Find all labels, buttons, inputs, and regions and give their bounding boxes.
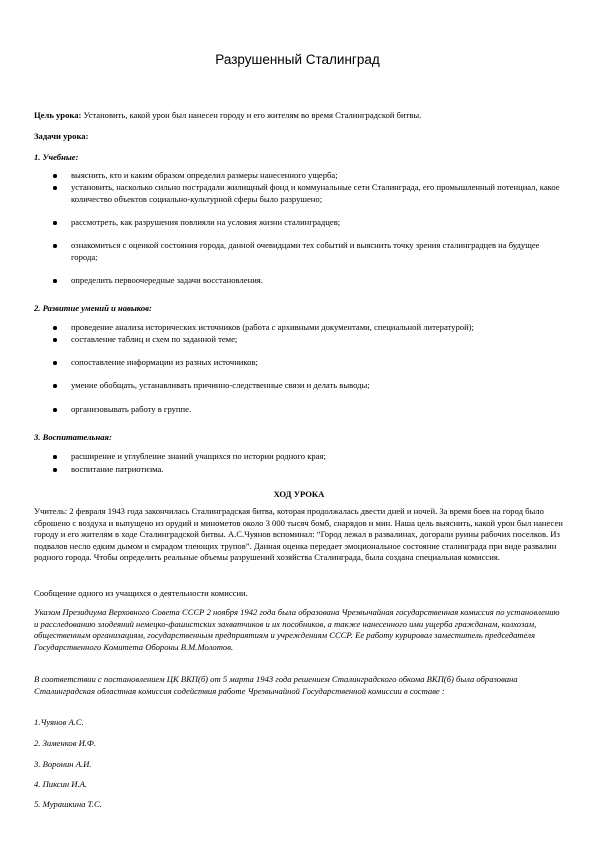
tasks-label: Задачи урока: [34, 131, 89, 141]
bullet-icon [53, 361, 57, 365]
goal-label: Цель урока: [34, 110, 82, 120]
upbringing-list [34, 451, 564, 477]
bullet-icon [53, 455, 57, 459]
list-item: определить первоочередные задачи восстановления. [34, 275, 564, 287]
list-item: установить, насколько сильно пострадали жилищный фонд и коммунальные сети Сталинграда, его промышленный потенциал, какое количество объектов социально-культурной сферы было разрушено; [34, 182, 564, 205]
list-item: расширение и углубление знаний учащихся по истории родного края; [34, 451, 564, 463]
list-item: сопоставление информации из разных источников; [34, 357, 564, 369]
lesson-goal [34, 110, 564, 122]
lesson-course-heading: ХОД УРОКА [273, 489, 325, 499]
educational-list [34, 170, 564, 290]
teacher-paragraph: Учитель: 2 февраля 1943 года закончилась Сталинградская битва, которая продолжалась двести дней и ночей. За время боев на город было сброшено с воздуха и выпущено из орудий и минометов около 3 000 тысяч бомб, снарядов и мин. Наша цель выяснить, какой урон был нанесен городу и его жителям в ходе Сталинградской битвы. А.С.Чуянов вспоминал: “Город лежал в развалинах, догорали руины рабочих поселков. Из подвалов несло едким дымом и смрадом тлеющих трупов”. Данная оценка передает эмоциональное состояние сталинграда при виде развалин родного города. Чтобы определить реальные объемы разрушений хозяйства Сталинграда, была создана специальная комиссия. [34, 506, 563, 563]
bullet-icon [53, 408, 57, 412]
member-item: 3. Воронин А.И. [34, 759, 92, 769]
goal-text: Установить, какой урон был нанесен городу и его жителям во время Сталинградской битвы. [81, 110, 422, 120]
member-item: 4. Пиксин И.А. [34, 779, 88, 789]
bullet-icon [53, 221, 57, 225]
bullet-icon [53, 186, 57, 190]
section-heading-educational: 1. Учебные: [34, 152, 79, 162]
list-item: воспитание патриотизма. [34, 464, 564, 476]
bullet-icon [53, 384, 57, 388]
student-intro: Сообщение одного из учащихся о деятельности комиссии. [34, 588, 248, 598]
bullet-icon [53, 338, 57, 342]
resolution-paragraph: В соответствии с постановлением ЦК ВКП(б) от 5 марта 1943 года решением Сталинградского обкома ВКП(б) была образована Сталинградская областная комиссия содействия работе Чрезвычайной Государственной комиссии в составе : [34, 674, 518, 696]
bullet-icon [53, 279, 57, 283]
list-item: проведение анализа исторических источников (работа с архивными документами, специальной литературой); [34, 322, 564, 334]
member-item: 5. Мурашкина Т.С. [34, 799, 102, 809]
list-item: ознакомиться с оценкой состояния города, данной очевидцами тех событий и выяснить точку зрения сталинградцев на будущее города; [34, 240, 564, 263]
list-item: организовывать работу в группе. [34, 404, 564, 416]
bullet-icon [53, 468, 57, 472]
list-item: выяснить, кто и каким образом определил размеры нанесенного ущерба; [34, 170, 564, 182]
list-item: умение обобщать, устанавливать причинно-следственные связи и делать выводы; [34, 380, 564, 392]
member-item: 2. Зименков И.Ф. [34, 738, 96, 748]
decree-paragraph: Указом Президиума Верховного Совета СССР 2 ноября 1942 года была образована Чрезвычайная государственная комиссия по установлению и расследованию злодеяний немецко-фашистских захватчиков и их пособников, а также нанесенного ими ущерба гражданам, колхозам, общественным организациям, государственным предприятиям и учреждениям СССР. Ее работу курировал заместитель председателя Государственного Комитета Обороны В.М.Молотов. [34, 607, 560, 652]
bullet-icon [53, 174, 57, 178]
section-heading-skills: 2. Развитие умений и навыков: [34, 303, 152, 313]
bullet-icon [53, 244, 57, 248]
bullet-icon [53, 326, 57, 330]
skills-list [34, 322, 564, 422]
list-item: рассмотреть, как разрушения повлияли на условия жизни сталинградцев; [34, 217, 564, 229]
list-item: составление таблиц и схем по заданной теме; [34, 334, 564, 346]
page-title: Разрушенный Сталинград [215, 52, 380, 67]
section-heading-upbringing: 3. Воспитательная: [34, 432, 112, 442]
member-item: 1.Чуянов А.С. [34, 717, 84, 727]
